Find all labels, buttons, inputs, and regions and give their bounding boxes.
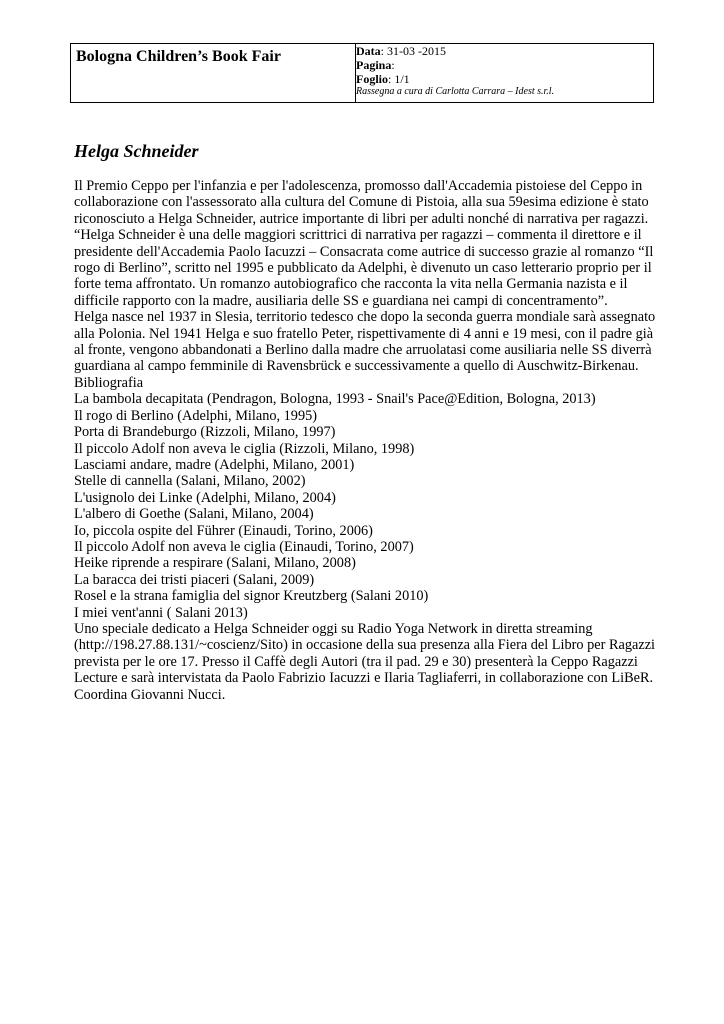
sheet-value: : 1/1 <box>388 72 410 86</box>
page-value: : <box>391 58 395 72</box>
paragraph-closing: Uno speciale dedicato a Helga Schneider oggi su Radio Yoga Network in diretta streaming (http://198.27.88.131/~coscienz/Sito) in occasione della sua presenza alla Fiera del Libro per Ragazzi prevista per le ore 17. Presso il Caffè degli Autori (tra il pad. 29 e 30) presenterà la Ceppo Ragazzi Lecture e sarà intervistata da Paolo Fabrizio Iacuzzi e Ilaria Tagliaferri, in collaborazione con LiBeR. Coordina Giovanni Nucci. <box>74 620 656 703</box>
bibliography-item: L'albero di Goethe (Salani, Milano, 2004) <box>74 506 314 523</box>
press-review-credit: Rassegna a cura di Carlotta Carrara – Idest s.r.l. <box>356 86 555 97</box>
bibliography-item: Heike riprende a respirare (Salani, Milano, 2008) <box>74 555 356 572</box>
article <box>74 140 656 703</box>
article-body <box>74 178 656 703</box>
date-value: : 31-03 -2015 <box>380 44 446 58</box>
document-header <box>70 43 654 103</box>
article-title: Helga Schneider <box>74 141 199 161</box>
sheet-label: Foglio <box>356 72 388 86</box>
bibliography-item: Lasciami andare, madre (Adelphi, Milano, 2001) <box>74 456 355 473</box>
bibliography-item: La baracca dei tristi piaceri (Salani, 2009) <box>74 571 315 588</box>
bibliography-item: Il rogo di Berlino (Adelphi, Milano, 1995) <box>74 407 318 424</box>
bibliography-item: La bambola decapitata (Pendragon, Bologna, 1993 - Snail's Pace@Edition, Bologna, 2013) <box>74 391 596 408</box>
page-row <box>356 58 653 72</box>
bibliography-item: Rosel e la strana famiglia del signor Kreutzberg (Salani 2010) <box>74 588 429 605</box>
bibliography-item: L'usignolo dei Linke (Adelphi, Milano, 2004) <box>74 489 336 506</box>
paragraph-quote: “Helga Schneider è una delle maggiori scrittrici di narrativa per ragazzi – commenta il direttore e il presidente dell'Accademia Paolo Iacuzzi – Consacrata come autrice di successo grazie al romanzo “Il rogo di Berlino”, scritto nel 1995 e pubblicato da Adelphi, è divenuto un caso letterario proprio per il forte tema affrontato. Un romanzo autobiografico che racconta la vita nella Germania nazista e il difficile rapporto con la madre, ausiliaria delle SS e guardiana nei campi di concentramento”. <box>74 227 654 309</box>
sheet-row <box>356 72 653 86</box>
bibliography-item: Il piccolo Adolf non aveva le ciglia (Einaudi, Torino, 2007) <box>74 538 414 555</box>
header-title-cell <box>71 44 356 103</box>
bibliography-heading: Bibliografia <box>74 374 144 391</box>
bibliography-item: Porta di Brandeburgo (Rizzoli, Milano, 1997) <box>74 424 336 441</box>
date-row <box>356 44 653 58</box>
bibliography-list <box>74 391 656 621</box>
page-label: Pagina <box>356 58 392 72</box>
bibliography-item: Io, piccola ospite del Führer (Einaudi, Torino, 2006) <box>74 522 373 539</box>
bibliography-item: I miei vent'anni ( Salani 2013) <box>74 604 248 621</box>
bibliography-item: Stelle di cannella (Salani, Milano, 2002) <box>74 473 306 490</box>
paragraph-biography: Helga nasce nel 1937 in Slesia, territorio tedesco che dopo la seconda guerra mondiale sarà assegnato alla Polonia. Nel 1941 Helga e suo fratello Peter, rispettivamente di 4 anni e 19 mesi, con il padre già al fronte, vengono abbandonati a Berlino dalla madre che arruolatasi come ausiliaria nelle SS diverrà guardiana al campo femminile di Ravensbrück e successivamente a quello di Auschwitz-Birkenau. <box>74 309 656 375</box>
header-meta-cell <box>356 44 654 103</box>
bibliography-item: Il piccolo Adolf non aveva le ciglia (Rizzoli, Milano, 1998) <box>74 440 415 457</box>
paragraph-prize: Il Premio Ceppo per l'infanzia e per l'adolescenza, promosso dall'Accademia pistoiese del Ceppo in collaborazione con l'assessorato alla cultura del Comune di Pistoia, alla sua 59esima edizione è stato riconosciuto a Helga Schneider, autrice importante di libri per adulti nonché di narrativa per ragazzi. <box>74 178 649 227</box>
date-label: Data <box>356 44 381 58</box>
fair-title: Bologna Children’s Book Fair <box>76 48 281 65</box>
